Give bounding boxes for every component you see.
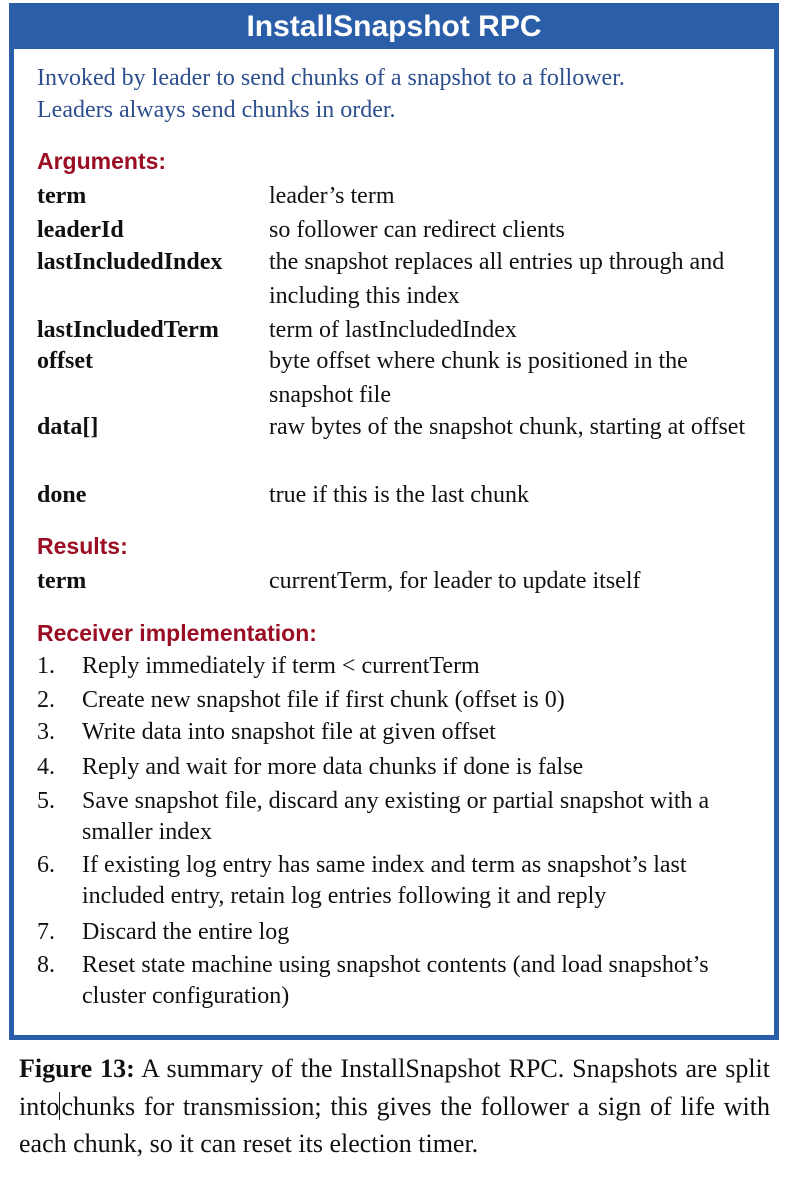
step-text: Save snapshot file, discard any existing or partial snapshot with a smaller index — [82, 788, 710, 845]
box-title: InstallSnapshot RPC — [9, 3, 779, 49]
intro-line-2: Leaders always send chunks in order. — [37, 97, 396, 123]
step-number: 3. — [37, 719, 55, 745]
step-number: 2. — [37, 687, 55, 713]
step-text: Reply and wait for more data chunks if done is false — [82, 754, 584, 780]
step-text: If existing log entry has same index and term as snapshot’s last included entry, retain log entries following it and reply — [82, 852, 687, 909]
argument-desc: true if this is the last chunk — [269, 482, 529, 508]
step-text: Write data into snapshot file at given offset — [82, 719, 496, 745]
step-number: 1. — [37, 653, 55, 679]
argument-name: leaderId — [37, 217, 124, 243]
step-text: Reply immediately if term < currentTerm — [82, 653, 480, 679]
argument-desc: the snapshot replaces all entries up through and including this index — [269, 249, 725, 309]
caption-label: Figure 13: — [19, 1054, 135, 1083]
step-number: 6. — [37, 852, 55, 878]
argument-name: done — [37, 482, 87, 508]
receiver-heading: Receiver implementation: — [37, 620, 317, 646]
step-text: Discard the entire log — [82, 919, 290, 945]
result-desc: currentTerm, for leader to update itself — [269, 568, 641, 594]
argument-desc: byte offset where chunk is positioned in the snapshot file — [269, 348, 688, 408]
step-text: Reset state machine using snapshot contents (and load snapshot’s cluster configuration) — [82, 952, 709, 1009]
step-text: Create new snapshot file if first chunk (offset is 0) — [82, 687, 565, 713]
step-number: 7. — [37, 919, 55, 945]
argument-name: data[] — [37, 414, 99, 440]
argument-desc: so follower can redirect clients — [269, 217, 565, 243]
argument-name: offset — [37, 348, 93, 374]
step-number: 4. — [37, 754, 55, 780]
intro-line-1: Invoked by leader to send chunks of a snapshot to a follower. — [37, 65, 625, 91]
argument-desc: leader’s term — [269, 183, 395, 209]
step-number: 8. — [37, 952, 55, 978]
argument-desc: raw bytes of the snapshot chunk, starting at offset — [269, 414, 746, 440]
argument-name: term — [37, 183, 87, 209]
result-name: term — [37, 568, 87, 594]
figure-caption — [19, 1050, 770, 1163]
results-heading: Results: — [37, 533, 128, 559]
argument-desc: term of lastIncludedIndex — [269, 317, 517, 343]
step-number: 5. — [37, 788, 55, 814]
argument-name: lastIncludedTerm — [37, 317, 219, 343]
caption-text-part-2: chunks for transmission; this gives the follower a sign of life with each chunk, so it can reset its election timer. — [19, 1091, 770, 1158]
caption-text-part-1: A summary of the InstallSnapshot RPC. Snapshots are split into — [19, 1054, 770, 1121]
intro-text — [37, 62, 757, 126]
argument-name: lastIncludedIndex — [37, 249, 223, 275]
arguments-heading: Arguments: — [37, 148, 167, 174]
